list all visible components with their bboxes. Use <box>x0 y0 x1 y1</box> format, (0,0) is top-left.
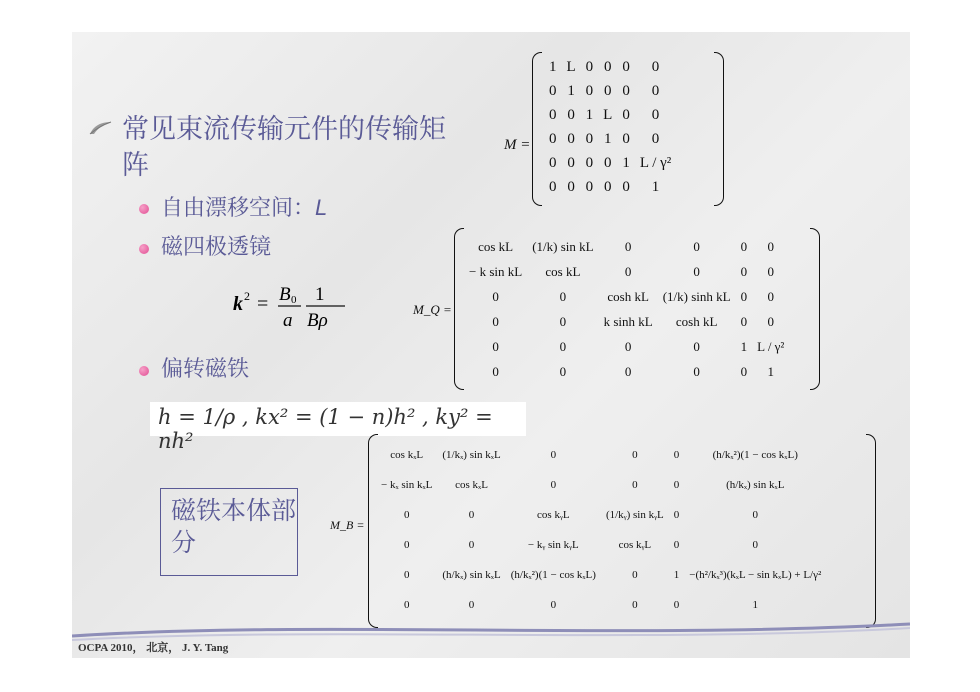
matrix-cell: 0 <box>403 509 410 521</box>
matrix-cell: − kₓ sin kₓL <box>381 479 433 491</box>
matrix-row <box>464 359 789 384</box>
matrix-cell: cos kₓL <box>390 449 424 461</box>
matrix-row <box>544 175 676 199</box>
matrix-cell: (h/kₓ²)(1 − cos kₓL) <box>510 569 596 581</box>
matrix-cell: (1/k) sin kL <box>532 238 594 254</box>
bullet-dot-icon <box>139 244 149 254</box>
matrix-bracket-left <box>454 228 464 390</box>
matrix-cell: 0 <box>403 599 410 611</box>
matrix-cell: 0 <box>468 599 475 611</box>
matrix-cell: 0 <box>632 449 638 461</box>
matrix-cell: L / γ² <box>757 338 785 354</box>
matrix-cell: 0 <box>673 599 680 611</box>
matrix-cell: 1 <box>651 178 660 195</box>
slide-footer: OCPA 2010， 北京， J. Y. Tang <box>78 642 229 654</box>
matrix-cell: 0 <box>585 178 594 195</box>
matrix-cell: L <box>603 106 613 123</box>
matrix-cell: cosh kL <box>675 313 718 329</box>
matrix-row <box>544 151 676 175</box>
matrix-cell: 0 <box>693 238 700 254</box>
matrix-cell: cosh kL <box>607 288 649 304</box>
matrix-cell: 0 <box>767 313 774 329</box>
matrix-cell: 0 <box>559 313 567 329</box>
matrix-bracket-left <box>532 52 542 206</box>
matrix-cell: (1/kₓ) sin kₓL <box>442 449 501 461</box>
k-formula <box>233 278 353 338</box>
matrix-cell: −(h²/kₓ³)(kₓL − sin kₓL) + L/γ² <box>689 569 822 581</box>
matrix-cell: 0 <box>567 130 575 147</box>
matrix-cell: 0 <box>559 338 567 354</box>
matrix-cell: 0 <box>567 106 575 123</box>
bullet-leaf-icon <box>88 121 112 135</box>
matrix-cell: (1/kᵧ) sin kᵧL <box>605 509 664 521</box>
matrix-cell: 0 <box>673 539 680 551</box>
bullet-dot-icon <box>139 366 149 376</box>
matrix-cell: 1 <box>767 363 774 379</box>
matrix-quad-table <box>464 234 789 384</box>
matrix-cell: 0 <box>624 338 632 354</box>
matrix-cell: 0 <box>752 509 758 521</box>
svg-text:2: 2 <box>244 289 250 303</box>
svg-text:B: B <box>279 284 291 305</box>
svg-text:Bρ: Bρ <box>307 310 328 331</box>
matrix-cell: k sinh kL <box>603 313 653 329</box>
svg-text:0: 0 <box>291 294 297 306</box>
matrix-cell: cos kᵧL <box>537 509 570 521</box>
matrix-cell: 0 <box>550 479 557 491</box>
matrix-cell: 0 <box>673 479 680 491</box>
matrix-cell: 0 <box>651 130 660 147</box>
matrix-cell: 0 <box>622 82 630 99</box>
matrix-row <box>464 234 789 259</box>
matrix-bend-label: M_B = <box>330 518 365 532</box>
h-formula: h = 1/ρ , kx² = (1 − n)h² , ky² = nh² <box>158 405 493 453</box>
matrix-cell: (h/kₓ) sin kₓL <box>442 569 501 581</box>
matrix-quad <box>454 228 820 390</box>
matrix-cell: 0 <box>403 539 410 551</box>
magnet-body-label: 磁铁本体部分 <box>171 496 297 557</box>
h-formula-box <box>150 402 526 453</box>
matrix-cell: 0 <box>740 288 748 304</box>
matrix-cell: 1 <box>604 130 612 147</box>
matrix-cell: 0 <box>549 178 557 195</box>
matrix-row <box>544 79 676 103</box>
matrix-row <box>376 560 826 590</box>
matrix-cell: 0 <box>550 599 557 611</box>
matrix-cell: 0 <box>604 82 612 99</box>
matrix-cell: 1 <box>622 154 630 171</box>
matrix-cell: 0 <box>585 58 594 75</box>
matrix-cell: 0 <box>767 288 774 304</box>
matrix-cell: 0 <box>492 363 499 379</box>
matrix-cell: 0 <box>468 539 475 551</box>
matrix-cell: cos kₓL <box>455 479 488 491</box>
k-formula-graphic <box>233 278 353 332</box>
matrix-cell: cos kL <box>478 238 514 254</box>
matrix-cell: 0 <box>622 130 630 147</box>
matrix-cell: 0 <box>549 106 557 123</box>
matrix-cell: 0 <box>604 58 612 75</box>
matrix-cell: 0 <box>492 288 499 304</box>
matrix-cell: 0 <box>559 288 567 304</box>
matrix-cell: 0 <box>752 539 758 551</box>
matrix-row <box>464 284 789 309</box>
bullet-dot-icon <box>139 204 149 214</box>
matrix-row <box>464 334 789 359</box>
matrix-row <box>544 103 676 127</box>
matrix-quad-label: M_Q = <box>413 302 452 317</box>
matrix-cell: 0 <box>549 130 557 147</box>
matrix-cell: 0 <box>632 479 638 491</box>
matrix-cell: (h/kₓ²)(1 − cos kₓL) <box>712 449 798 461</box>
matrix-cell: 0 <box>767 238 774 254</box>
matrix-row <box>376 440 826 470</box>
matrix-drift-label: M = <box>504 137 531 153</box>
matrix-cell: 0 <box>624 263 632 279</box>
matrix-cell: 0 <box>622 58 630 75</box>
matrix-cell: 0 <box>673 449 680 461</box>
matrix-cell: 0 <box>632 599 638 611</box>
matrix-bracket-right <box>810 228 820 390</box>
matrix-cell: 0 <box>549 82 557 99</box>
matrix-cell: 0 <box>740 363 748 379</box>
matrix-cell: 0 <box>632 569 638 581</box>
bullet-bend <box>139 356 249 384</box>
matrix-cell: 0 <box>468 509 475 521</box>
svg-text:k: k <box>233 293 243 315</box>
svg-text:a: a <box>283 310 293 331</box>
matrix-cell: 0 <box>740 313 748 329</box>
matrix-cell: 0 <box>622 178 630 195</box>
matrix-row <box>544 127 676 151</box>
matrix-cell: 1 <box>740 338 748 354</box>
matrix-cell: L / γ² <box>639 154 672 171</box>
matrix-cell: 0 <box>585 82 594 99</box>
matrix-row <box>376 500 826 530</box>
svg-text:1: 1 <box>315 284 325 305</box>
matrix-bend <box>368 434 876 628</box>
matrix-cell: 0 <box>492 313 499 329</box>
matrix-cell: 0 <box>651 82 660 99</box>
matrix-cell: 0 <box>693 338 700 354</box>
matrix-cell: 0 <box>673 509 680 521</box>
matrix-cell: 0 <box>550 449 557 461</box>
matrix-cell: 0 <box>693 263 700 279</box>
matrix-drift <box>532 52 724 206</box>
matrix-cell: 1 <box>752 599 758 611</box>
matrix-cell: 0 <box>624 363 632 379</box>
matrix-cell: 0 <box>740 263 748 279</box>
matrix-cell: 0 <box>767 263 774 279</box>
matrix-row <box>464 309 789 334</box>
matrix-row <box>376 530 826 560</box>
bullet-quad <box>139 234 271 262</box>
bullet-bend-label: 偏转磁铁 <box>161 357 250 382</box>
matrix-cell: 0 <box>693 363 700 379</box>
matrix-row <box>544 55 676 79</box>
matrix-cell: 0 <box>585 154 594 171</box>
bullet-drift-label: 自由漂移空间： <box>161 196 316 221</box>
matrix-cell: 0 <box>403 569 410 581</box>
bullet-drift-var: L <box>315 195 328 220</box>
matrix-cell: 1 <box>585 106 594 123</box>
matrix-cell: 0 <box>651 58 660 75</box>
matrix-cell: cos kᵧL <box>618 539 652 551</box>
matrix-cell: 0 <box>604 178 612 195</box>
slide-title: 常见束流传输元件的传输矩阵 <box>122 114 446 181</box>
matrix-drift-table <box>544 55 676 199</box>
magnet-body-box <box>160 488 298 576</box>
matrix-cell: 0 <box>622 106 630 123</box>
svg-text:=: = <box>257 293 269 315</box>
matrix-cell: 0 <box>567 178 575 195</box>
matrix-cell: 0 <box>624 238 632 254</box>
matrix-row <box>464 259 789 284</box>
matrix-cell: 0 <box>549 154 557 171</box>
matrix-cell: 0 <box>740 238 748 254</box>
matrix-bend-table <box>376 440 826 620</box>
matrix-cell: 0 <box>492 338 499 354</box>
matrix-cell: L <box>566 58 576 75</box>
matrix-cell: − kᵧ sin kᵧL <box>527 539 579 551</box>
matrix-cell: 1 <box>549 58 557 75</box>
matrix-cell: 0 <box>585 130 594 147</box>
matrix-cell: 1 <box>567 82 575 99</box>
matrix-row <box>376 470 826 500</box>
bullet-quad-label: 磁四极透镜 <box>161 235 272 260</box>
matrix-cell: 0 <box>651 106 660 123</box>
matrix-bracket-right <box>866 434 876 628</box>
bullet-drift <box>139 194 327 223</box>
matrix-cell: 0 <box>604 154 612 171</box>
matrix-cell: 0 <box>559 363 567 379</box>
matrix-cell: (1/k) sinh kL <box>662 288 731 304</box>
matrix-cell: 0 <box>567 154 575 171</box>
matrix-cell: 1 <box>673 569 680 581</box>
matrix-cell: cos kL <box>545 263 581 279</box>
matrix-bracket-right <box>714 52 724 206</box>
matrix-cell: (h/kₓ) sin kₓL <box>726 479 785 491</box>
matrix-cell: − k sin kL <box>469 263 523 279</box>
matrix-bracket-left <box>368 434 378 628</box>
